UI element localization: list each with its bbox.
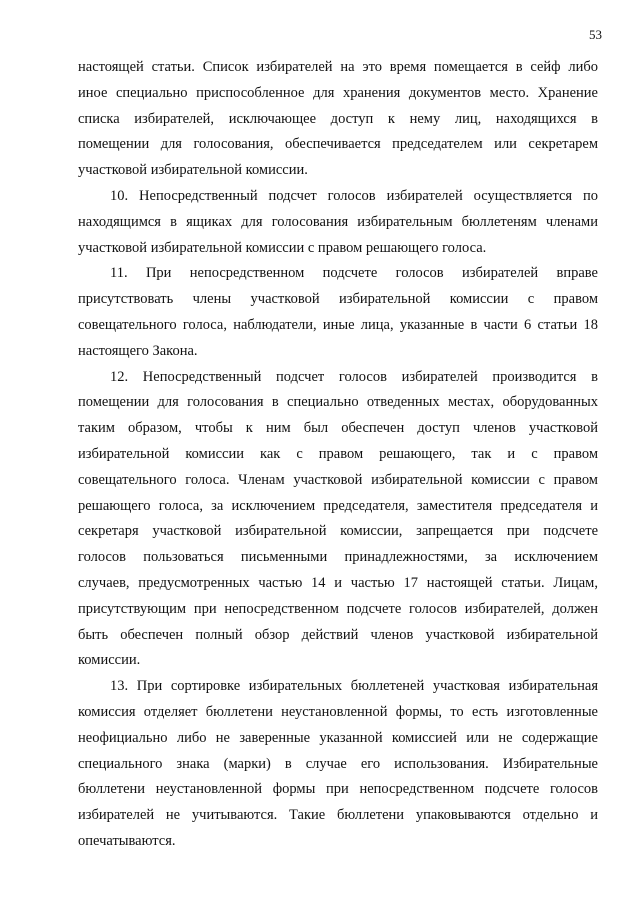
text-line: 12. Непосредственный подсчет голосов избирателей производится в bbox=[110, 368, 598, 385]
text-line: помещении для голосования в специально отведенных местах, оборудованных bbox=[78, 394, 598, 411]
text-line: случаев, предусмотренных частью 14 и частью 17 настоящей статьи. Лицам, bbox=[78, 574, 598, 591]
text-line: опечатываются. bbox=[78, 832, 176, 849]
text-line: совещательного голоса. Членам участковой избирательной комиссии с правом bbox=[78, 471, 598, 488]
text-line: находящимся в ящиках для голосования избирательным бюллетеням членами bbox=[78, 213, 598, 230]
paragraph bbox=[78, 184, 598, 261]
text-line: неофициально либо не заверенные указанной комиссией или не содержащие bbox=[78, 729, 598, 746]
text-line: специального знака (марки) в случае его использования. Избирательные bbox=[78, 755, 598, 772]
page-number: 53 bbox=[589, 27, 602, 42]
text-line: присутствующим при непосредственном подсчете голосов избирателей, должен bbox=[78, 600, 598, 617]
text-line: присутствовать члены участковой избирательной комиссии с правом bbox=[78, 291, 598, 308]
text-line: настоящей статьи. Список избирателей на это время помещается в сейф либо bbox=[78, 59, 598, 75]
text-line: комиссии. bbox=[78, 652, 141, 669]
text-line: настоящего Закона. bbox=[78, 342, 198, 359]
text-line: секретаря участковой избирательной комиссии, запрещается при подсчете bbox=[78, 523, 598, 540]
text-line: быть обеспечен полный обзор действий членов участковой избирательной bbox=[78, 626, 598, 643]
text-line: решающего голоса, за исключением председателя, заместителя председателя и bbox=[78, 497, 598, 514]
text-line: иное специально приспособленное для хранения документов место. Хранение bbox=[78, 84, 598, 101]
paragraph bbox=[78, 365, 598, 675]
text-line: голосов пользоваться письменными принадлежностями, за исключением bbox=[78, 549, 598, 566]
paragraph bbox=[78, 261, 598, 364]
text-line: участковой избирательной комиссии с правом решающего голоса. bbox=[78, 239, 487, 256]
text-line: помещении для голосования, обеспечивается председателем или секретарем bbox=[78, 136, 598, 153]
text-line: списка избирателей, исключающее доступ к нему лиц, находящихся в bbox=[78, 110, 598, 127]
paragraph bbox=[78, 55, 598, 184]
document-body bbox=[78, 55, 598, 855]
text-line: комиссия отделяет бюллетени неустановленной формы, то есть изготовленные bbox=[78, 703, 598, 720]
text-line: бюллетени неустановленной формы при непосредственном подсчете голосов bbox=[78, 781, 598, 798]
text-line: участковой избирательной комиссии. bbox=[78, 162, 308, 179]
text-line: 11. При непосредственном подсчете голосов избирателей вправе bbox=[110, 265, 598, 282]
text-line: совещательного голоса, наблюдатели, иные лица, указанные в части 6 статьи 18 bbox=[78, 316, 598, 333]
text-line: избирателей не учитываются. Такие бюллетени упаковываются отдельно и bbox=[78, 807, 598, 824]
paragraph bbox=[78, 674, 598, 855]
text-line: 13. При сортировке избирательных бюллетеней участковая избирательная bbox=[110, 678, 598, 695]
text-line: избирательной комиссии как с правом решающего, так и с правом bbox=[78, 445, 598, 462]
text-line: 10. Непосредственный подсчет голосов избирателей осуществляется по bbox=[110, 187, 598, 204]
text-line: таким образом, чтобы к ним был обеспечен доступ членов участковой bbox=[78, 420, 598, 437]
